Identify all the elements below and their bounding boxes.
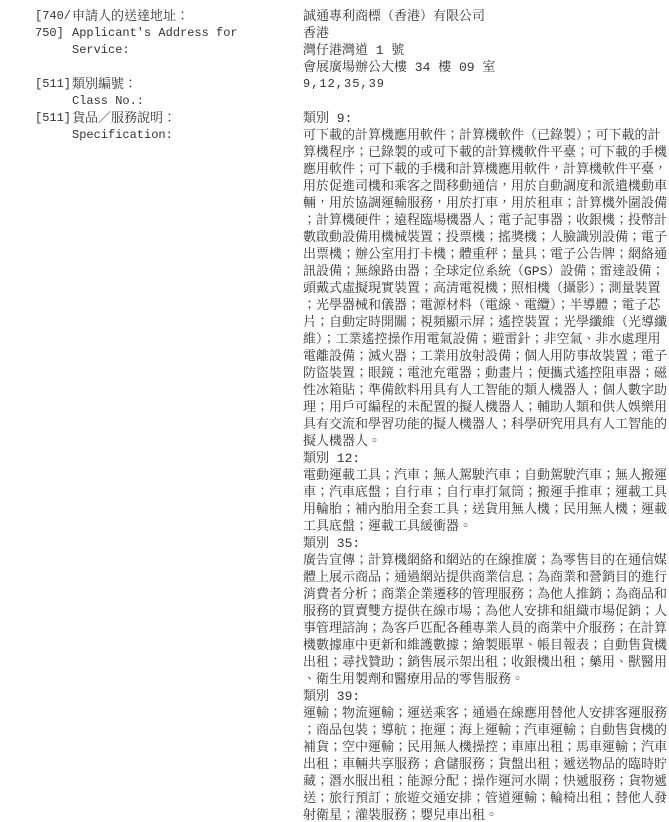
field-label-address-for-service — [72, 8, 303, 59]
spec-section-text: 電動運載工具；汽車；無人駕駛汽車；自動駕駛汽車；無人搬運車；汽車底盤；自行車；自行車打氣筒；搬運手推車；運載工具用輪胎；補內胎用全套工具；送貨用無人機；民用無人機；運載工具底盤；運載工具緩衝器。 — [303, 468, 668, 534]
address-line-company: 誠通專利商標（香港）有限公司 — [303, 9, 486, 24]
field-value-service-address — [303, 8, 667, 76]
spec-section-class-39 — [303, 688, 667, 822]
address-line-region: 香港 — [303, 26, 330, 41]
spec-section-class-12 — [303, 450, 667, 535]
spec-section-text: 運輸；物流運輸；運送乘客；通過在線應用替他人安排客運服務；商品包裝；導航；拖運；海上運輸；汽車運輸；自動售貨機的補貨；空中運輸；民用無人機操控；車庫出租；馬車運輸；汽車出租；車輛共享服務；倉儲服務；貨盤出租；遞送物品的臨時貯藏；潛水服出租；能源分配；操作運河水閘；快遞服務；貨物遞送；旅行預訂；旅遊交通安排；管道運輸；輪椅出租；替他人發射衛星；灌裝服務；嬰兒車出租。 — [303, 706, 668, 822]
field-label-en: Service: — [72, 43, 130, 57]
spec-section-class-9 — [303, 110, 667, 450]
spec-section-class-35 — [303, 535, 667, 688]
field-value-specification — [303, 110, 667, 822]
field-label-en: Class No.: — [72, 94, 145, 108]
field-label-en: Specification: — [72, 128, 173, 142]
class-numbers: 9,12,35,39 — [303, 77, 386, 91]
field-code-line: 750] — [35, 26, 64, 40]
spec-section-text: 可下載的計算機應用軟件；計算機軟件（已錄製）；可下載的計算機程序；已錄製的或可下載的計算機軟件平臺；可下載的手機應用軟件；可下載的手機和計算機應用軟件，計算機軟件平臺，用於促進司機和乘客之間移動通信，用於自動調度和派遣機動車輛，用於協調運輸服務，用於打車，用於租車；計算機外圍設備；計算機硬件；遠程臨場機器人；電子記事器；收銀機；投幣計數啟動設備用機械裝置；投票機；搖獎機；人臉識別設備；電子出票機；辦公室用打卡機；體重秤；量具；電子公告牌；網絡通訊設備；無線路由器；全球定位系統（GPS）設備；雷達設備；頭戴式虛擬現實裝置；高清電視機；照相機（攝影）；測量裝置；光學器械和儀器；電源材料（電線、電纜）；半導體；電子芯片；自動定時開關；視頻顯示屏；遙控裝置；光學纖維（光導纖維）；工業遙控操作用電氣設備；避雷針；非空氣、非水處理用電離設備；滅火器；工業用放射設備；個人用防事故裝置；電子防盜裝置；眼鏡；電池充電器；動畫片；便攜式遙控阻車器；磁性冰箱貼；準備飲料用具有人工智能的類人機器人；個人數字助理；用戶可編程的未配置的擬人機器人；輔助人類和供人娛樂用具有交流和學習功能的擬人機器人；科學研究用具有人工智能的擬人機器人。 — [303, 128, 668, 449]
field-label-zh: 申請人的送達地址： — [72, 9, 190, 24]
spec-section-heading: 類別 9: — [303, 111, 353, 126]
address-line-street: 灣仔港灣道 1 號 — [303, 43, 405, 58]
spec-section-heading: 類別 12: — [303, 451, 361, 466]
address-line-building: 會展廣場辦公大樓 34 樓 09 室 — [303, 60, 496, 75]
field-label-en: Applicant's Address for — [72, 26, 238, 40]
field-value-class-numbers — [303, 76, 667, 93]
field-code-line: [511] — [35, 111, 72, 125]
field-code-511 — [35, 110, 72, 127]
field-label-specification — [72, 110, 303, 144]
field-label-zh: 類別編號： — [72, 77, 138, 92]
spec-section-heading: 類別 35: — [303, 536, 361, 551]
field-code-740-750 — [35, 8, 72, 42]
field-code-line: [740/ — [35, 9, 72, 23]
field-label-class-no — [72, 76, 303, 110]
field-code-511 — [35, 76, 72, 93]
spec-section-heading: 類別 39: — [303, 689, 361, 704]
field-label-zh: 貨品／服務說明： — [72, 111, 177, 126]
spec-section-text: 廣告宣傳；計算機網絡和網站的在線推廣；為零售目的在通信媒體上展示商品；通過網站提供商業信息；為商業和營銷目的進行消費者分析；商業企業遷移的管理服務；為他人推銷；為商品和服務的買賣雙方提供在線市場；為他人安排和組織市場促銷；人事管理諮詢；為客戶匹配各種專業人員的商業中介服務；在計算機數據庫中更新和維護數據；繪製賬單、帳目報表；自動售貨機出租；尋找贊助；銷售展示架出租；收銀機出租；藥用、獸醫用、衛生用製劑和醫療用品的零售服務。 — [303, 553, 668, 687]
field-code-line: [511] — [35, 77, 72, 91]
